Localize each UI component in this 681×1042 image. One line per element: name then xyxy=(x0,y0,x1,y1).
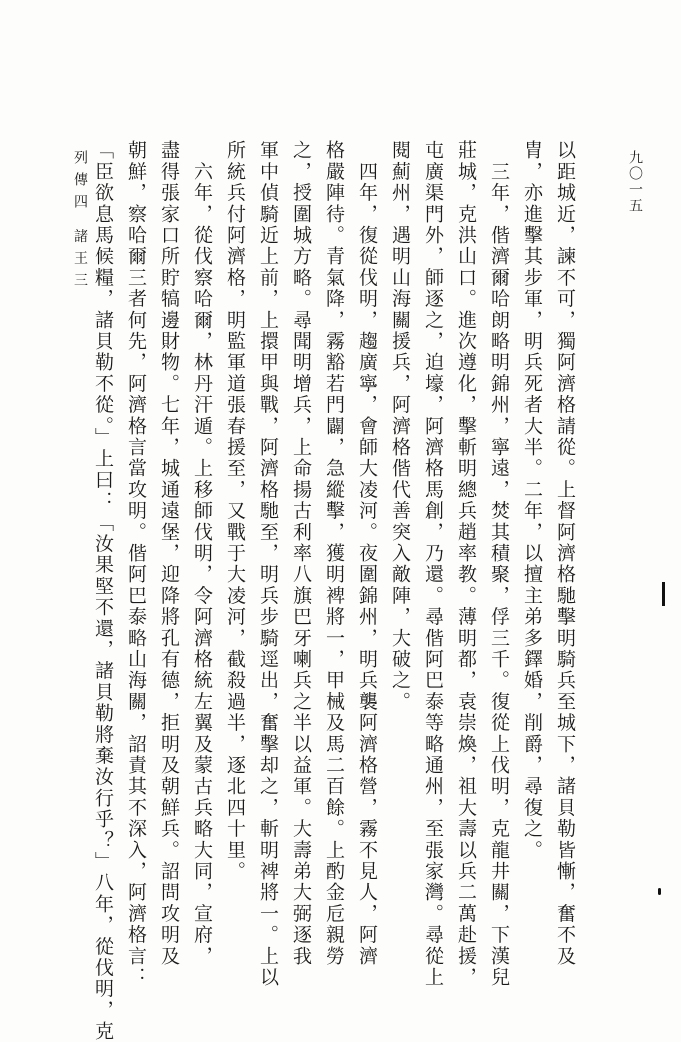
text-column: 格嚴陣待。青氣降，霧豁若門闢，急縱擊，獲明裨將一，甲械及馬二百餘。上酌金卮親勞 xyxy=(323,140,345,967)
text-column: 所統兵付阿濟格，明監軍道張春援至，又戰于大凌河，截殺過半，逐北四十里。 xyxy=(224,140,246,882)
text-column: 「臣欲息馬候糧，諸貝勒不從。」上曰：「汝果堅不還，諸貝勒將棄汝行乎？」八年，從伐明，克 xyxy=(92,140,114,1042)
text-column: 朝鮮，察哈爾三者何先，阿濟格言當攻明。偕阿巴泰略山海關，詔責其不深入，阿濟格言： xyxy=(125,140,147,988)
text-column: 莊城，克洪山口。進次遵化，擊斬明總兵趙率教。薄明都，袁崇煥，祖大壽以兵二萬赴援， xyxy=(455,140,477,988)
page-number: 九〇一五 xyxy=(627,150,643,214)
running-title: 列傳四 諸王三 xyxy=(72,150,88,295)
text-column: 六年，從伐察哈爾，林丹汗遁。上移師伐明，令阿濟格統左翼及蒙古兵略大同，宣府， xyxy=(191,140,213,967)
ink-mark xyxy=(662,582,665,606)
text-column: 以距城近，諫不可，獨阿濟格請從。上督阿濟格馳擊明騎兵至城下，諸貝勒皆慚，奮不及 xyxy=(554,140,576,967)
text-column: 軍中偵騎近上前，上擐甲與戰，阿濟格馳至，明兵步騎逕出，奮擊却之，斬明裨將一。上以 xyxy=(257,140,279,988)
text-column: 盡得張家口所貯犒邊財物。七年，城通遠堡，迎降將孔有德，拒明及朝鮮兵。詔問攻明及 xyxy=(158,140,180,967)
text-column: 三年，偕濟爾哈朗略明錦州，寧遠，焚其積聚，俘三千。復從上伐明，克龍井關，下漢兒 xyxy=(488,140,510,988)
ink-mark xyxy=(658,888,661,895)
text-column: 胄，亦進擊其步軍，明兵死者大半。二年，以擅主弟多鐸婚，削爵，尋復之。 xyxy=(521,140,543,861)
text-column: 閱薊州，遇明山海關援兵，阿濟格偕代善突入敵陣，大破之。 xyxy=(389,140,411,713)
text-column: 屯廣渠門外，師逐之，迫壕，阿濟格馬創，乃還。尋偕阿巴泰等略通州，至張家灣。尋從上 xyxy=(422,140,444,988)
text-column: 之，授圍城方略。尋聞明增兵，上命揚古利率八旗巴牙喇兵之半以益軍。大壽弟大弼逐我 xyxy=(290,140,312,967)
text-column: 四年，復從伐明，趨廣寧，會師大凌河。夜圍錦州，明兵襲阿濟格營，霧不見人，阿濟 xyxy=(356,140,378,967)
